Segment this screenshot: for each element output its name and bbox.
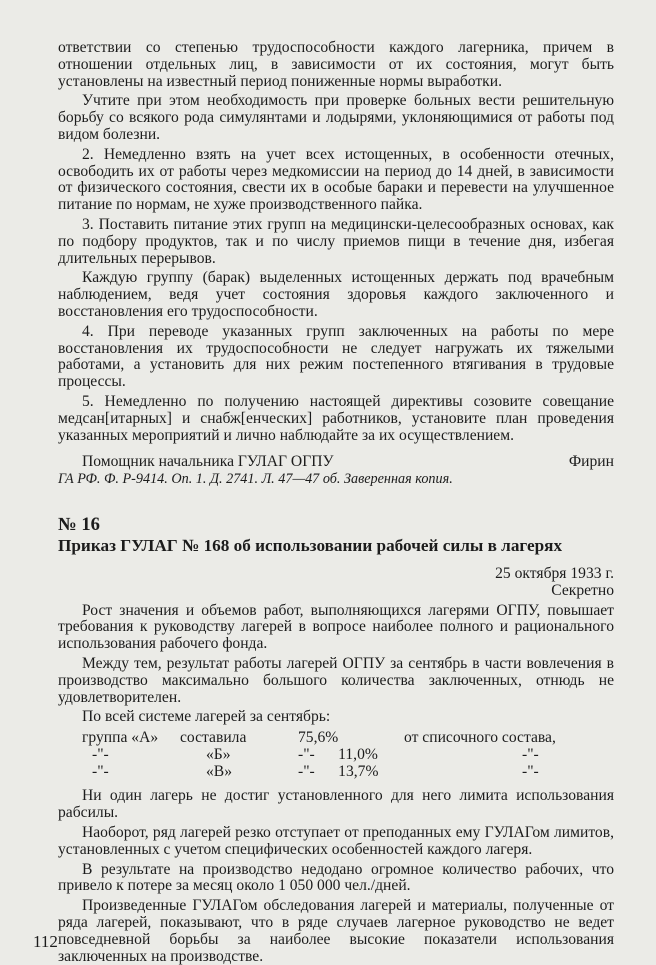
document-title: Приказ ГУЛАГ № 168 об использовании рабочей силы в лагерях: [58, 535, 563, 555]
stats-value: [298, 747, 404, 764]
stats-tail: -"-: [522, 762, 539, 780]
archive-source-note: ГА РФ. Ф. Р-9414. Оп. 1. Д. 2741. Л. 47—47 об. Заверенная копия.: [58, 471, 453, 488]
document-paragraph-3: По всей системе лагерей за сентябрь:: [82, 708, 331, 726]
stats-ditto: -"-: [298, 762, 315, 780]
classification-stamp: Секретно: [551, 581, 614, 599]
page-number: 112: [33, 932, 58, 951]
document-number: № 16: [58, 513, 100, 535]
document-paragraph-7: Произведенные ГУЛАГом обследования лагерей и материалы, полученные от ряда лагерей, показывают, что в ряде случаев лагерное руководство не ведет повседневной борьбы за наиболее высокие показатели использования заключенных на производстве.: [58, 897, 614, 965]
document-date: 25 октября 1933 г.: [495, 564, 614, 582]
signature-line: [58, 454, 614, 471]
continuation-paragraph-1: ответствии со степенью трудоспособности каждого лагерника, причем в отношении отдельных лиц, в зависимости от их состояния, могут быть установлены на известный период пониженные нормы выработки.: [58, 39, 614, 90]
stats-ditto: -"-: [298, 745, 315, 763]
stats-tail: от списочного состава,: [404, 729, 556, 747]
document-paragraph-6: В результате на производство недодано огромное количество рабочих, что привело к потере за месяц около 1 050 000 чел./дней.: [58, 860, 614, 895]
stats-group: -"-: [92, 762, 109, 780]
stats-tail: -"-: [522, 745, 539, 763]
continuation-paragraph-3: 2. Немедленно взять на учет всех истощенных, в особенности отечных, освободить их от работы через медкомиссии на период до 14 дней, в зависимости от физического состояния, свести их в особые бараки и перевести на улучшенное питание по нормам, не хуже производственного пайка.: [58, 145, 614, 214]
continuation-paragraph-4: 3. Поставить питание этих групп на медицински-целесообразных основах, как по подбору продуктов, так и по числу приемов пищи в течение дня, избегая длительных перерывов.: [58, 215, 614, 267]
stats-table: [82, 730, 614, 780]
continuation-paragraph-6: 4. При переводе указанных групп заключенных на работы по мере восстановления их трудоспособности не следует нагружать их тяжелыми работами, а установить для них режим постепенного втягивания в трудовые процессы.: [58, 322, 614, 391]
stats-row: [82, 764, 614, 781]
stats-value: [298, 764, 404, 781]
stats-verb: «Б»: [206, 745, 231, 763]
continuation-paragraph-2: Учтите при этом необходимость при проверке больных вести решительную борьбу со всякого рода симулянтами и лодырями, уклоняющимися от работы под видом болезни.: [58, 92, 614, 143]
document-paragraph-4: Ни один лагерь не достиг установленного для него лимита использования рабсилы.: [58, 787, 614, 822]
document-paragraph-5: Наоборот, ряд лагерей резко отступает от преподанных ему ГУЛАГом лимитов, установленных с учетом специфических особенностей каждого лагеря.: [58, 824, 614, 858]
signature-name: Фирин: [568, 453, 614, 471]
stats-row: [82, 747, 614, 764]
stats-group: -"-: [92, 745, 109, 763]
signature-position: Помощник начальника ГУЛАГ ОГПУ: [82, 453, 334, 471]
stats-value-number: 13,7%: [338, 762, 379, 780]
stats-group: группа «А»: [82, 729, 159, 747]
stats-value: 75,6%: [298, 729, 339, 747]
continuation-paragraph-5: Каждую группу (барак) выделенных истощенных держать под врачебным наблюдением, ведя учет состояния здоровья каждого заключенного и восстановления его трудоспособности.: [58, 269, 614, 320]
continuation-paragraph-7: 5. Немедленно по получению настоящей директивы созовите совещание медсан[итарных] и снабж[енческих] работников, установите план проведения указанных мероприятий и лично наблюдайте за их осуществлением.: [58, 392, 614, 444]
stats-verb: составила: [180, 729, 247, 747]
stats-row: [82, 730, 614, 747]
document-paragraph-2: Между тем, результат работы лагерей ОГПУ за сентябрь в части вовлечения в производство максимально большого количества заключенных, отнюдь не удовлетворителен.: [58, 654, 614, 706]
page-body: [58, 40, 614, 965]
document-paragraph-1: Рост значения и объемов работ, выполняющихся лагерями ОГПУ, повышает требования к руководству лагерей в вопросе наиболее полного и рационального использования рабочего фонда.: [58, 601, 614, 653]
stats-verb: «В»: [206, 762, 232, 780]
stats-value-number: 11,0%: [338, 745, 378, 763]
